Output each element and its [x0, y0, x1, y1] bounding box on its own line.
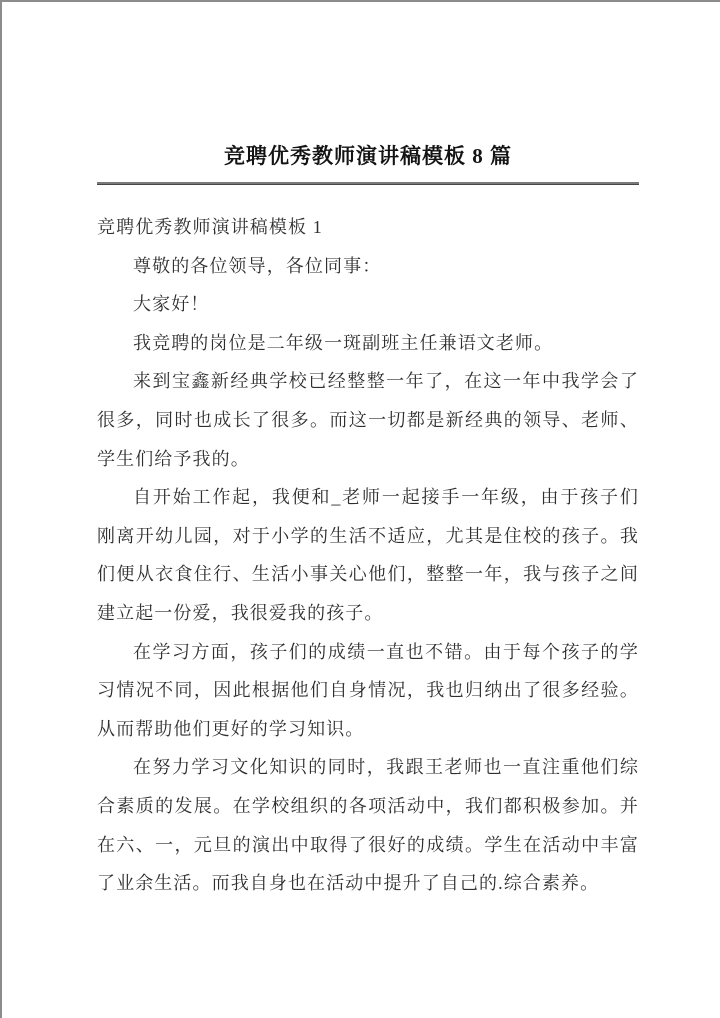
document-body	[97, 208, 639, 903]
section-heading: 竞聘优秀教师演讲稿模板 1	[97, 217, 323, 237]
title-divider	[97, 182, 639, 185]
paragraph: 大家好！	[133, 294, 210, 315]
paragraph: 尊敬的各位领导，各位同事：	[133, 255, 382, 276]
paragraph: 在努力学习文化知识的同时，我跟王老师也一直注重他们综合素质的发展。在学校组织的各项活动中，我们都积极参加。并在六、一，元旦的演出中取得了很好的成绩。学生在活动中丰富了业余生活。而我自身也在活动中提升了自己的.综合素养。	[97, 757, 639, 894]
page-title: 竞聘优秀教师演讲稿模板 8 篇	[224, 144, 512, 168]
paragraph: 我竞聘的岗位是二年级一斑副班主任兼语文老师。	[133, 332, 554, 353]
document-content	[97, 2, 639, 903]
paragraph: 在学习方面，孩子们的成绩一直也不错。由于每个孩子的学习情况不同，因此根据他们自身情况，我也归纳出了很多经验。从而帮助他们更好的学习知识。	[97, 641, 639, 739]
paragraph: 自开始工作起，我便和_老师一起接手一年级，由于孩子们刚离开幼儿园，对于小学的生活不适应，尤其是住校的孩子。我们便从衣食住行、生活小事关心他们，整整一年，我与孩子之间建立起一份爱，我很爱我的孩子。	[97, 487, 639, 623]
paragraph: 来到宝鑫新经典学校已经整整一年了，在这一年中我学会了很多，同时也成长了很多。而这一切都是新经典的领导、老师、学生们给予我的。	[97, 371, 639, 469]
